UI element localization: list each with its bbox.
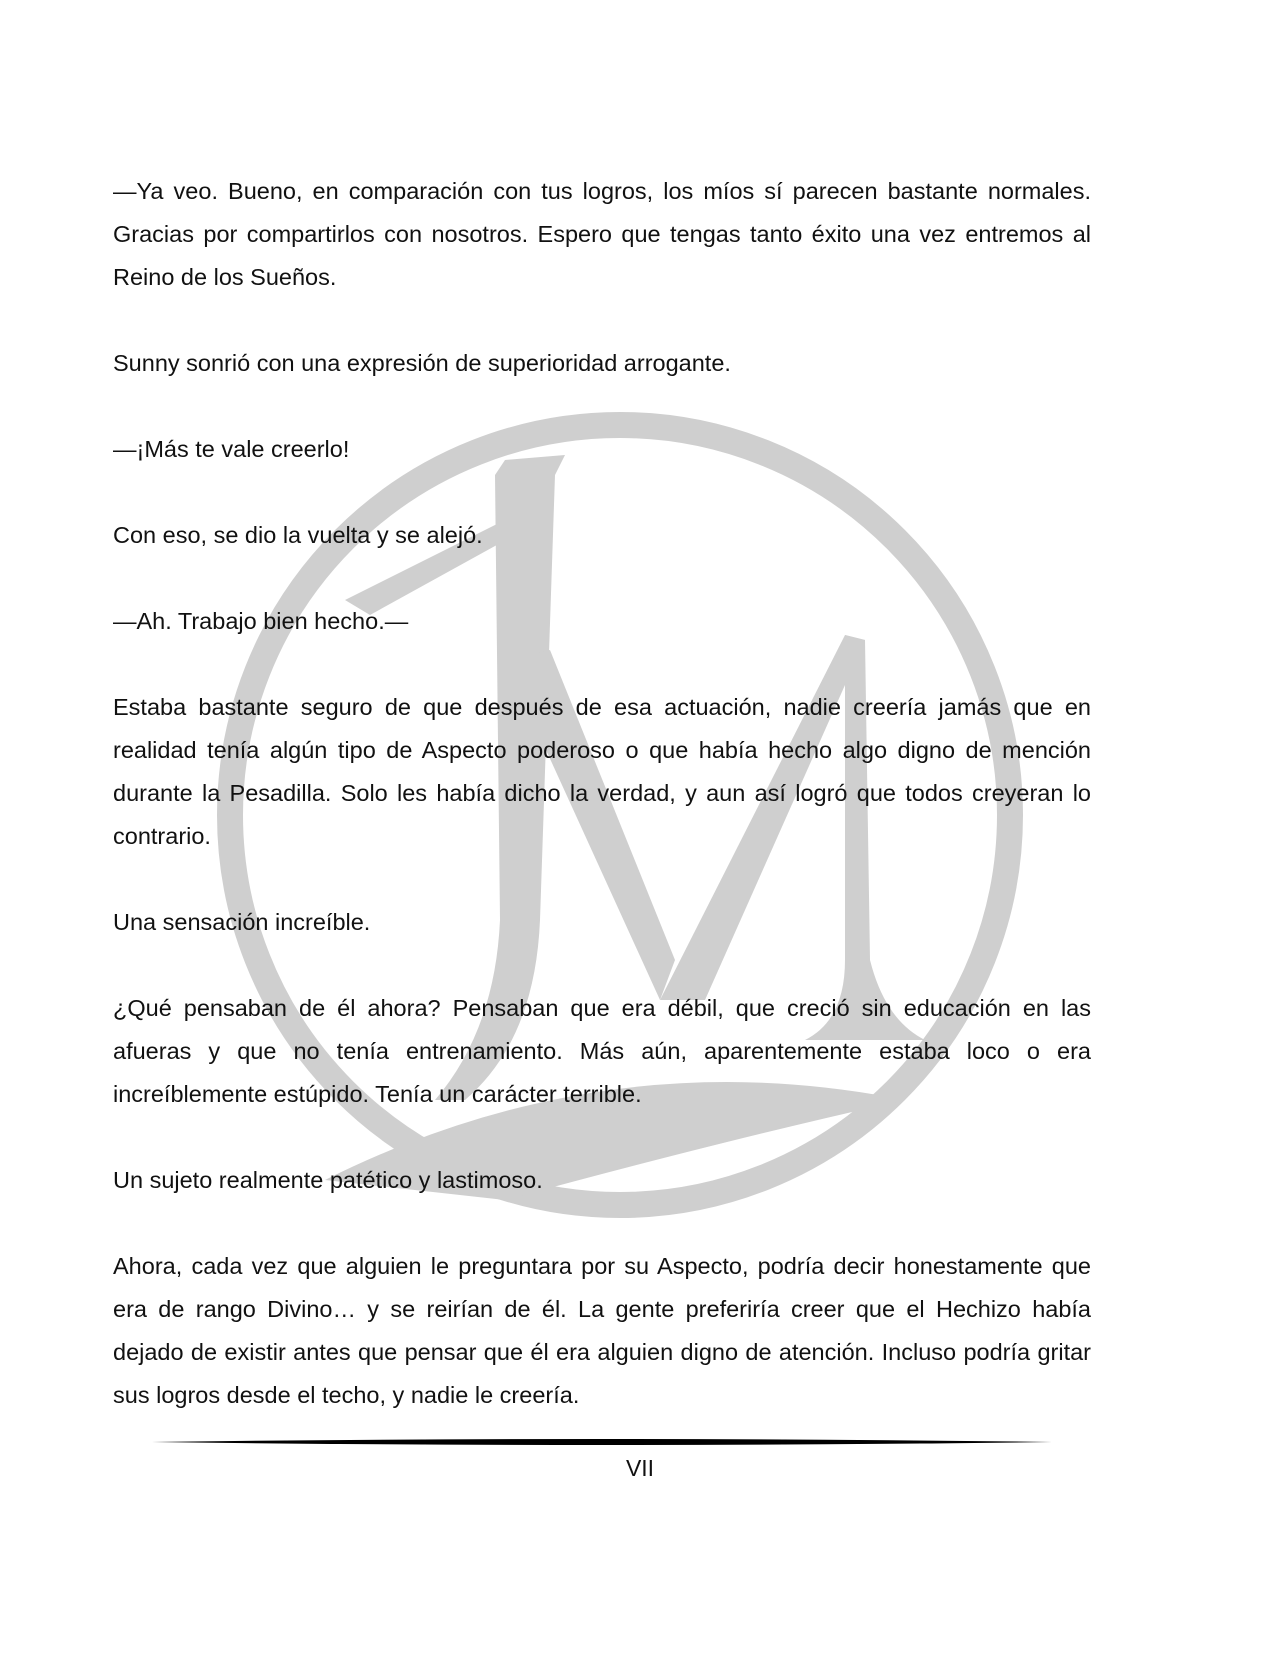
paragraph: Sunny sonrió con una expresión de superioridad arrogante. [113, 350, 731, 376]
paragraph: —¡Más te vale creerlo! [113, 436, 350, 462]
footer-divider [152, 1436, 1052, 1448]
paragraph: Un sujeto realmente patético y lastimoso. [113, 1167, 543, 1193]
page-body [113, 170, 1091, 1460]
page-number: VII [625, 1455, 655, 1481]
paragraph: —Ya veo. Bueno, en comparación con tus logros, los míos sí parecen bastante normales. Gracias por compartirlos con nosotros. Espero que tengas tanto éxito una vez entremos al Reino de los Sueños. [113, 178, 1091, 290]
paragraph: Con eso, se dio la vuelta y se alejó. [113, 522, 483, 548]
paragraph: —Ah. Trabajo bien hecho.— [113, 608, 409, 634]
paragraph: Estaba bastante seguro de que después de esa actuación, nadie creería jamás que en realidad tenía algún tipo de Aspecto poderoso o que había hecho algo digno de mención durante la Pesadilla. Solo les había dicho la verdad, y aun así logró que todos creyeran lo contrario. [113, 694, 1091, 849]
paragraph: Una sensación increíble. [113, 909, 371, 935]
paragraph: Ahora, cada vez que alguien le preguntara por su Aspecto, podría decir honestamente que era de rango Divino… y se reirían de él. La gente preferiría creer que el Hechizo había dejado de existir antes que pensar que él era alguien digno de atención. Incluso podría gritar sus logros desde el techo, y nadie le creería. [113, 1253, 1091, 1408]
paragraph: ¿Qué pensaban de él ahora? Pensaban que era débil, que creció sin educación en las afueras y que no tenía entrenamiento. Más aún, aparentemente estaba loco o era increíblemente estúpido. Tenía un carácter terrible. [113, 995, 1091, 1107]
